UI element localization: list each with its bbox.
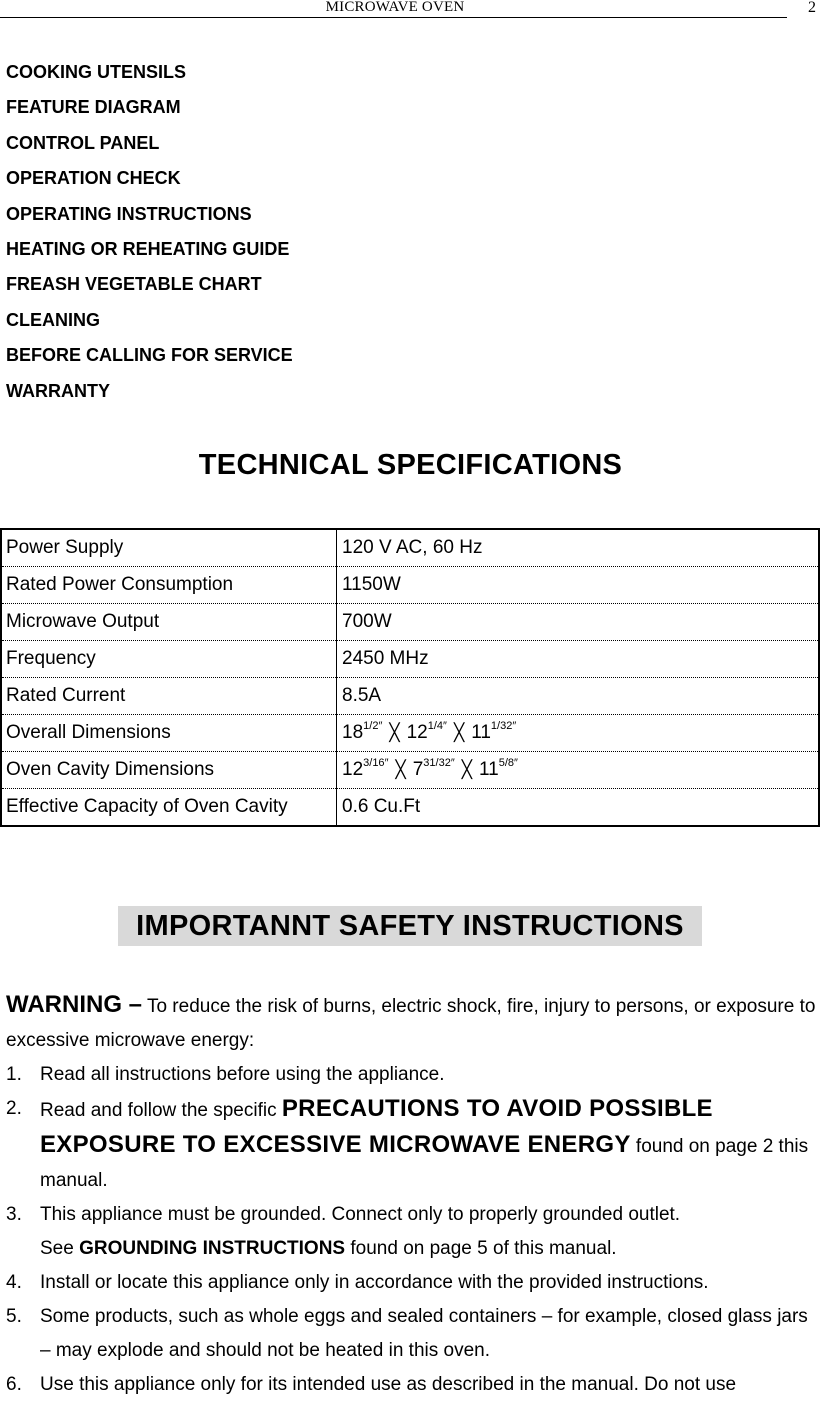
toc-item: FREASH VEGETABLE CHART [6, 274, 262, 295]
warning-paragraph [6, 988, 816, 1058]
instruction-text: Use this appliance only for its intended use as described in the manual. Do not use [40, 1374, 737, 1395]
spec-value [337, 752, 820, 789]
spec-label: Power Supply [1, 529, 337, 567]
spec-row [1, 789, 819, 827]
inch-mark: ″ [378, 720, 383, 732]
instruction-item [6, 1198, 816, 1266]
warning-heading: WARNING – [6, 991, 143, 1018]
header-title: MICROWAVE OVEN [325, 0, 465, 15]
technical-specifications-title: TECHNICAL SPECIFICATIONS [198, 449, 623, 481]
spec-row [1, 752, 819, 789]
dimension-fraction [423, 757, 454, 769]
dimension-whole: 12 [406, 722, 428, 743]
instruction-item [6, 1266, 816, 1300]
inch-mark: ″ [514, 757, 518, 769]
dimension-whole: 11 [471, 722, 491, 743]
dimension-fraction-value: 5/8 [498, 757, 515, 769]
dimension-fraction-value: 1/2 [363, 720, 379, 732]
spec-row [1, 641, 819, 678]
dimension-fraction [363, 720, 382, 732]
instruction-number: 2. [6, 1098, 22, 1119]
toc-item: OPERATION CHECK [6, 168, 181, 189]
instruction-text: Read and follow the specific [40, 1100, 282, 1121]
toc-item: FEATURE DIAGRAM [6, 97, 181, 118]
times-symbol: ╳ [395, 760, 406, 779]
dimension-fraction-value: 31/32 [423, 757, 451, 769]
spec-value: 2450 MHz [337, 641, 820, 678]
spec-value: 120 V AC, 60 Hz [337, 529, 820, 567]
warning-text: To reduce the risk of burns, electric shock, fire, injury to persons, or exposure to excessive microwave energy: [6, 996, 816, 1051]
dimension-fraction-value: 3/16 [363, 757, 385, 769]
dimension-fraction [363, 757, 388, 769]
instruction-number: 4. [6, 1272, 22, 1293]
instruction-text: found on page 2 this manual. [40, 1136, 809, 1191]
instruction-item [6, 1368, 816, 1402]
spec-label: Rated Current [1, 678, 337, 715]
dimension-fraction [428, 720, 447, 732]
instruction-number: 1. [6, 1064, 22, 1085]
instruction-number: 5. [6, 1306, 22, 1327]
instruction-emphasis: PRECAUTIONS TO AVOID POSSIBLE EXPOSURE TO EXCESSIVE MICROWAVE ENERGY [40, 1095, 713, 1158]
toc-item: OPERATING INSTRUCTIONS [6, 203, 252, 224]
toc-item: HEATING OR REHEATING GUIDE [6, 238, 290, 259]
safety-body [6, 988, 816, 1402]
instruction-emphasis: GROUNDING INSTRUCTIONS [79, 1238, 346, 1259]
spec-label: Rated Power Consumption [1, 567, 337, 604]
page-header [0, 0, 821, 18]
toc-item: COOKING UTENSILS [6, 62, 187, 82]
inch-mark: ″ [443, 720, 447, 732]
toc-item: CONTROL PANEL [6, 132, 160, 153]
safety-instructions-title: IMPORTANNT SAFETY INSTRUCTIONS [118, 906, 702, 946]
toc-item: CLEANING [6, 309, 100, 330]
specifications-table [0, 528, 820, 827]
page-number: 2 [808, 0, 816, 16]
dimension-fraction [491, 720, 516, 732]
spec-value: 8.5A [337, 678, 820, 715]
dimension-whole: 7 [412, 759, 424, 780]
instruction-item [6, 1058, 816, 1092]
table-of-contents [6, 61, 293, 415]
dimension-fraction-value: 1/32 [490, 720, 513, 732]
dimension-whole: 18 [342, 722, 364, 743]
spec-row [1, 715, 819, 752]
instruction-item [6, 1092, 816, 1198]
instruction-number: 3. [6, 1204, 22, 1225]
spec-label: Effective Capacity of Oven Cavity [1, 789, 337, 827]
spec-label: Frequency [1, 641, 337, 678]
spec-row [1, 567, 819, 604]
spec-value: 700W [337, 604, 820, 641]
instruction-list [6, 1058, 816, 1402]
spec-value: 1150W [337, 567, 820, 604]
spec-label: Microwave Output [1, 604, 337, 641]
dimension-whole: 11 [478, 759, 499, 780]
inch-mark: ″ [512, 720, 517, 732]
dimension-fraction [499, 757, 518, 769]
toc-item: BEFORE CALLING FOR SERVICE [6, 345, 293, 366]
instruction-text: Some products, such as whole eggs and sealed containers – for example, closed glass jars – may explode and should not be heated in this oven. [40, 1306, 808, 1361]
dimension-whole: 12 [342, 759, 364, 780]
times-symbol: ╳ [453, 723, 465, 742]
instruction-text: See [40, 1238, 80, 1259]
instruction-text: Install or locate this appliance only in accordance with the provided instructions. [40, 1272, 709, 1293]
spec-value: 0.6 Cu.Ft [342, 796, 421, 817]
instruction-text: found on page 5 of this manual. [345, 1238, 617, 1259]
toc-item: WARRANTY [6, 380, 110, 401]
instruction-text: This appliance must be grounded. Connect only to properly grounded outlet. [40, 1204, 681, 1225]
spec-row [1, 529, 819, 567]
spec-label: Oven Cavity Dimensions [1, 752, 337, 789]
instruction-item [6, 1300, 816, 1368]
dimension-fraction-value: 1/4 [427, 720, 444, 732]
instruction-text: Read all instructions before using the appliance. [40, 1064, 445, 1085]
inch-mark: ″ [384, 757, 389, 769]
instruction-number: 6. [6, 1374, 22, 1395]
spec-row [1, 678, 819, 715]
header-rule [0, 17, 787, 18]
times-symbol: ╳ [389, 723, 400, 742]
spec-value [337, 715, 820, 752]
times-symbol: ╳ [461, 760, 472, 779]
inch-mark: ″ [450, 757, 455, 769]
spec-label: Overall Dimensions [1, 715, 337, 752]
spec-row [1, 604, 819, 641]
